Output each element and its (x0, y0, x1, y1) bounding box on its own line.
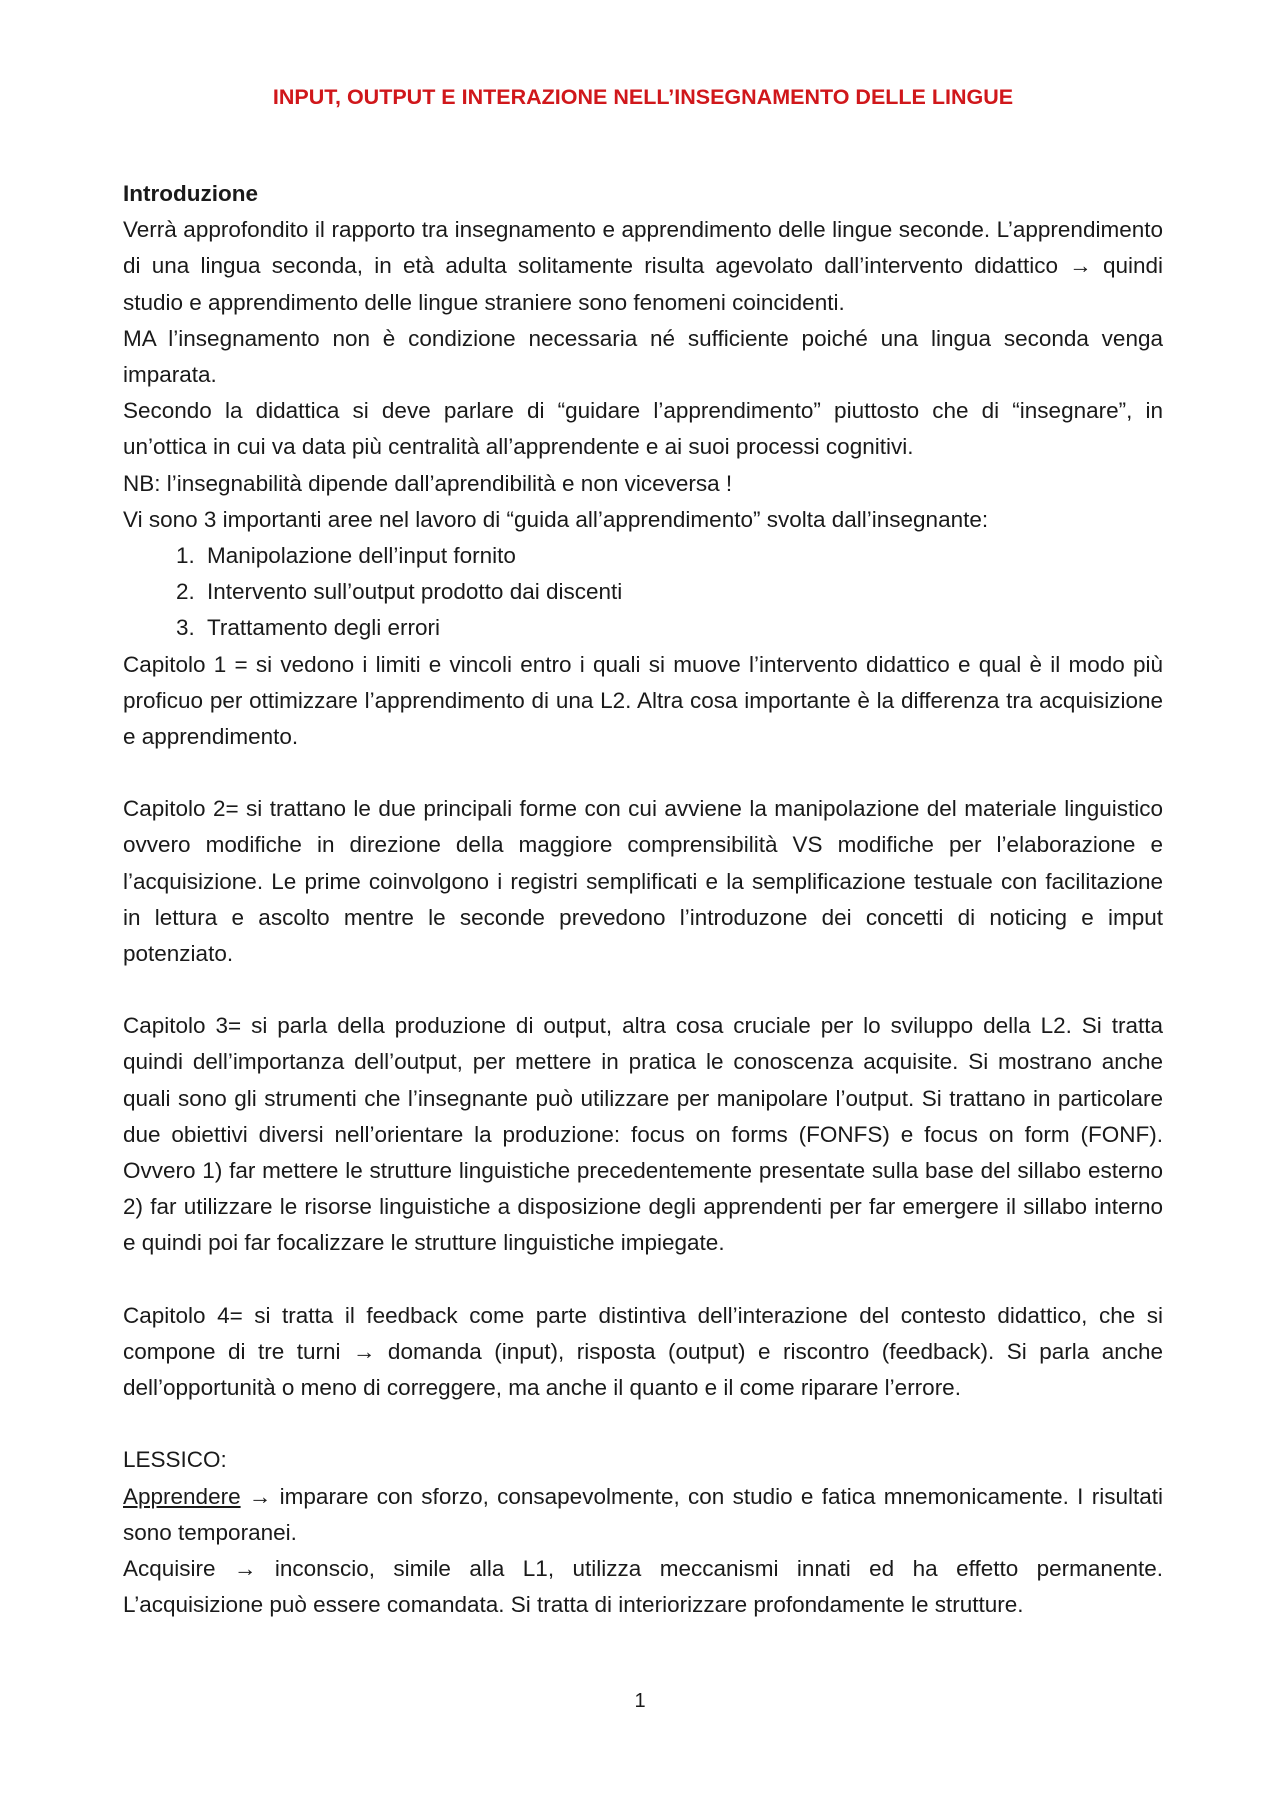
lessico-heading: LESSICO: (123, 1447, 227, 1473)
apprendere-definition (123, 1479, 1163, 1551)
page-content (123, 82, 1163, 1623)
paragraph-gap (123, 1262, 1163, 1298)
paragraph-gap (123, 972, 1163, 1008)
apprendere-text: → imparare con sforzo, consapevolmente, con studio e fatica mnemonicamente. I risultati sono temporanei. (123, 1483, 1163, 1545)
chapter-3-paragraph: Capitolo 3= si parla della produzione di output, altra cosa cruciale per lo sviluppo della L2. Si tratta quindi dell’importanza dell’output, per mettere in pratica le conoscenza acquisite. Si mostrano anche quali sono gli strumenti che l’insegnante può utilizzare per manipolare l’output. Si trattano in particolare due obiettivi diversi nell’orientare la produzione: focus on forms (FONFS) e focus on form (FONF). Ovvero 1) far mettere le strutture linguistiche precedentemente presentate sulla base del sillabo esterno 2) far utilizzare le risorse linguistiche a disposizione degli apprendenti per far emergere il sillabo interno e quindi poi far focalizzare le strutture linguistiche impiegate. (123, 1013, 1163, 1256)
page-number: 1 (634, 1690, 646, 1712)
apprendere-term: Apprendere (123, 1483, 241, 1509)
list-item: 3. Trattamento degli errori (201, 610, 1163, 646)
intro-paragraph-1: Verrà approfondito il rapporto tra insegnamento e apprendimento delle lingue seconde. L’apprendimento di una lingua seconda, in età adulta solitamente risulta agevolato dall’intervento didattico → quindi studio e apprendimento delle lingue straniere sono fenomeni coincidenti. (123, 217, 1163, 315)
chapter-2-paragraph: Capitolo 2= si trattano le due principali forme con cui avviene la manipolazione del materiale linguistico ovvero modifiche in direzione della maggiore comprensibilità VS modifiche per l’elaborazione e l’acquisizione. Le prime coinvolgono i registri semplificati e la semplificazione testuale con facilitazione in lettura e ascolto mentre le seconde prevedono l’introduzone dei concetti di noticing e imput potenziato. (123, 796, 1163, 967)
areas-list (123, 538, 1163, 647)
chapter-1-paragraph: Capitolo 1 = si vedono i limiti e vincoli entro i quali si muove l’intervento didattico e qual è il modo più proficuo per ottimizzare l’apprendimento di una L2. Altra cosa importante è la differenza tra acquisizione e apprendimento. (123, 651, 1163, 750)
paragraph-gap (123, 755, 1163, 791)
paragraph-gap (123, 1406, 1163, 1442)
list-item: 2. Intervento sull’output prodotto dai discenti (201, 574, 1163, 610)
intro-paragraph-2: MA l’insegnamento non è condizione necessaria né sufficiente poiché una lingua seconda venga imparata. (123, 325, 1163, 388)
chapter-4-paragraph: Capitolo 4= si tratta il feedback come parte distintiva dell’interazione del contesto didattico, che si compone di tre turni → domanda (input), risposta (output) e riscontro (feedback). Si parla anche dell’opportunità o meno di correggere, ma anche il quanto e il come riparare l’errore. (123, 1302, 1163, 1401)
intro-paragraph-4: NB: l’insegnabilità dipende dall’aprendibilità e non viceversa ! (123, 470, 733, 496)
intro-paragraph-3: Secondo la didattica si deve parlare di “guidare l’apprendimento” piuttosto che di “insegnare”, in un’ottica in cui va data più centralità all’apprendente e ai suoi processi cognitivi. (123, 398, 1163, 460)
document-title: INPUT, OUTPUT E INTERAZIONE NELL’INSEGNAMENTO DELLE LINGUE (272, 85, 1014, 109)
acquisire-definition: Acquisire → inconscio, simile alla L1, utilizza meccanismi innati ed ha effetto permanente. L’acquisizione può essere comandata. Si tratta di interiorizzare profondamente le strutture. (123, 1555, 1163, 1618)
intro-heading: Introduzione (123, 181, 258, 206)
intro-paragraph-5: Vi sono 3 importanti aree nel lavoro di “guida all’apprendimento” svolta dall’insegnante: (123, 506, 989, 532)
list-item: 1. Manipolazione dell’input fornito (201, 538, 1163, 574)
